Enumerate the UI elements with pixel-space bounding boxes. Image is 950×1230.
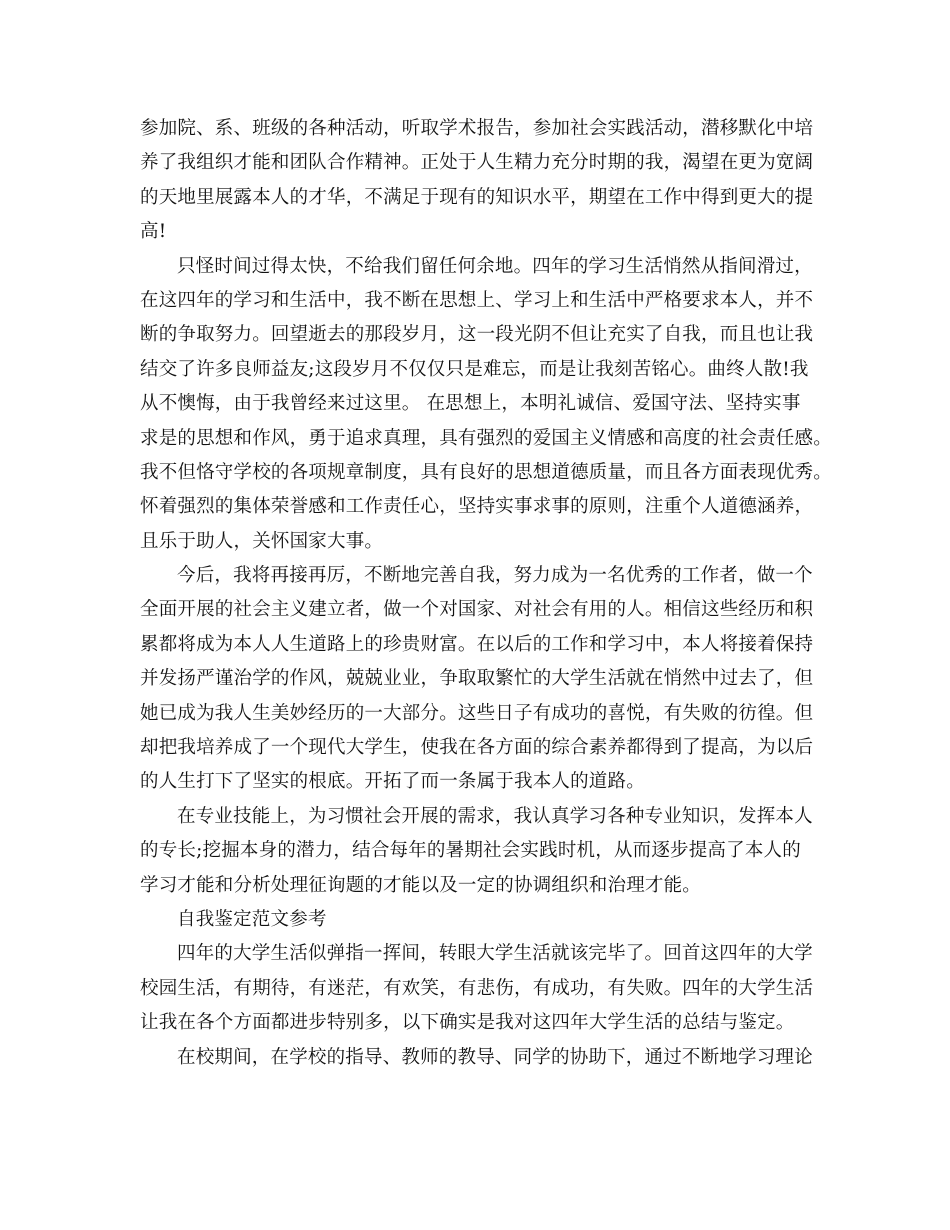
- text-line: 四年的大学生活似弹指一挥间，转眼大学生活就该完毕了。回首这四年的大学: [177, 943, 813, 965]
- text-line: 学习才能和分析处理征询题的才能以及一定的协调组织和治理才能。: [140, 874, 702, 896]
- text-line: 却把我培养成了一个现代大学生，使我在各方面的综合素养都得到了提高，为以后: [140, 737, 814, 759]
- text-line: 在专业技能上，为习惯社会开展的需求，我认真学习各种专业知识，发挥本人: [177, 805, 813, 827]
- text-line: 养了我组织才能和团队合作精神。正处于人生精力充分时期的我，渴望在更为宽阔: [140, 152, 814, 174]
- text-line: 校园生活，有期待，有迷茫，有欢笑，有悲伤，有成功，有失败。四年的大学生活: [140, 977, 814, 999]
- text-line: 今后，我将再接再厉，不断地完善自我，努力成为一名优秀的工作者，做一个: [177, 565, 813, 587]
- text-line: 且乐于助人，关怀国家大事。: [140, 530, 384, 552]
- text-line: 并发扬严谨治学的作风，兢兢业业，争取取繁忙的大学生活就在悄然中过去了，但: [140, 668, 814, 690]
- text-line: 高!: [140, 221, 167, 243]
- text-line: 我不但恪守学校的各项规章制度，具有良好的思想道德质量，而且各方面表现优秀。: [140, 461, 832, 483]
- text-line: 全面开展的社会主义建立者，做一个对国家、对社会有用的人。相信这些经历和积: [140, 599, 814, 621]
- text-line: 从不懊悔，由于我曾经来过这里。 在思想上，本明礼诚信、爱国守法、坚持实事: [140, 393, 801, 415]
- text-line: 断的争取努力。回望逝去的那段岁月，这一段光阴不但让充实了自我，而且也让我: [140, 324, 814, 346]
- text-line: 在这四年的学习和生活中，我不断在思想上、学习上和生活中严格要求本人，并不: [140, 289, 814, 311]
- text-line: 求是的思想和作风，勇于追求真理，具有强烈的爱国主义情感和高度的社会责任感。: [140, 427, 832, 449]
- section-heading: 自我鉴定范文参考: [177, 908, 327, 930]
- text-line: 的专长;挖掘本身的潜力，结合每年的暑期社会实践时机，从而逐步提高了本人的: [140, 840, 801, 862]
- document-body: [140, 112, 830, 1075]
- text-line: 的人生打下了坚实的根底。开拓了而一条属于我本人的道路。: [140, 771, 645, 793]
- text-line: 累都将成为本人人生道路上的珍贵财富。在以后的工作和学习中，本人将接着保持: [140, 633, 814, 655]
- text-line: 参加院、系、班级的各种活动，听取学术报告，参加社会实践活动，潜移默化中培: [140, 118, 814, 139]
- text-line: 只怪时间过得太快，不给我们留任何余地。四年的学习生活悄然从指间滑过，: [177, 255, 813, 277]
- text-line: 结交了许多良师益友;这段岁月不仅仅只是难忘，而是让我刻苦铭心。曲终人散!我: [140, 358, 809, 380]
- text-line: 她已成为我人生美妙经历的一大部分。这些日子有成功的喜悦，有失败的彷徨。但: [140, 702, 814, 724]
- text-line: 怀着强烈的集体荣誉感和工作责任心，坚持实事求事的原则，注重个人道德涵养，: [140, 496, 814, 518]
- text-line: 的天地里展露本人的才华，不满足于现有的知识水平，期望在工作中得到更大的提: [140, 186, 814, 208]
- text-line: 让我在各个方面都进步特别多，以下确实是我对这四年大学生活的总结与鉴定。: [140, 1012, 795, 1034]
- text-line: 在校期间，在学校的指导、教师的教导、同学的协助下，通过不断地学习理论: [177, 1046, 813, 1068]
